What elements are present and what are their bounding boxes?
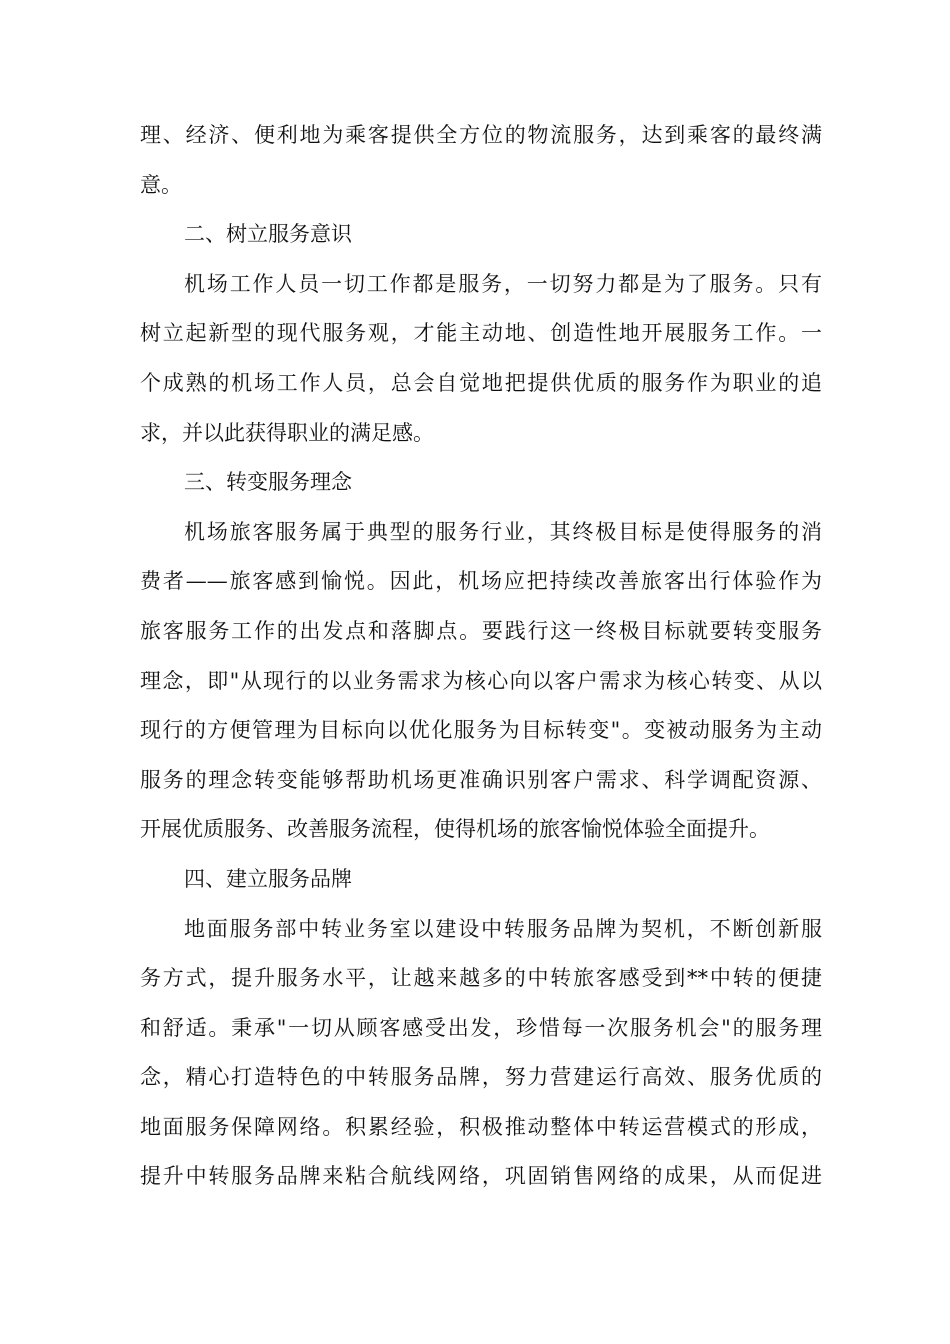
text-line: 机场旅客服务属于典型的服务行业，其终极目标是使得服务的消: [184, 519, 822, 544]
text-line: 地面服务部中转业务室以建设中转服务品牌为契机，不断创新服: [184, 916, 822, 941]
text-line: 机场工作人员一切工作都是服务，一切努力都是为了服务。只有: [184, 271, 822, 296]
text-line: 理、经济、便利地为乘客提供全方位的物流服务，达到乘客的最终满: [140, 123, 822, 147]
text-line: 和舒适。秉承"一切从顾客感受出发，珍惜每一次服务机会"的服务理: [140, 1015, 822, 1040]
text-line: 提升中转服务品牌来粘合航线网络，巩固销售网络的成果，从而促进: [140, 1164, 822, 1189]
section-heading: 四、建立服务品牌: [184, 866, 352, 891]
text-line: 求，并以此获得职业的满足感。: [140, 420, 434, 445]
text-line: 个成熟的机场工作人员，总会自觉地把提供优质的服务作为职业的追: [140, 370, 822, 395]
document-page: [140, 111, 822, 1202]
section-heading: 三、转变服务理念: [184, 470, 352, 495]
text-line: 意。: [140, 172, 182, 197]
text-line: 开展优质服务、改善服务流程，使得机场的旅客愉悦体验全面提升。: [140, 817, 770, 842]
text-line: 地面服务保障网络。积累经验，积极推动整体中转运营模式的形成，: [140, 1114, 822, 1139]
text-line: 旅客服务工作的出发点和落脚点。要践行这一终极目标就要转变服务: [140, 618, 822, 643]
text-line: 费者——旅客感到愉悦。因此，机场应把持续改善旅客出行体验作为: [140, 569, 822, 594]
text-line: 现行的方便管理为目标向以优化服务为目标转变"。变被动服务为主动: [140, 718, 822, 743]
section-heading: 二、树立服务意识: [184, 222, 352, 247]
text-line: 服务的理念转变能够帮助机场更准确识别客户需求、科学调配资源、: [140, 767, 822, 792]
text-line: 务方式，提升服务水平，让越来越多的中转旅客感受到**中转的便捷: [140, 966, 822, 991]
text-line: 树立起新型的现代服务观，才能主动地、创造性地开展服务工作。一: [140, 321, 822, 346]
text-line: 念，精心打造特色的中转服务品牌，努力营建运行高效、服务优质的: [140, 1065, 822, 1090]
text-line: 理念，即"从现行的以业务需求为核心向以客户需求为核心转变、从以: [140, 668, 822, 693]
